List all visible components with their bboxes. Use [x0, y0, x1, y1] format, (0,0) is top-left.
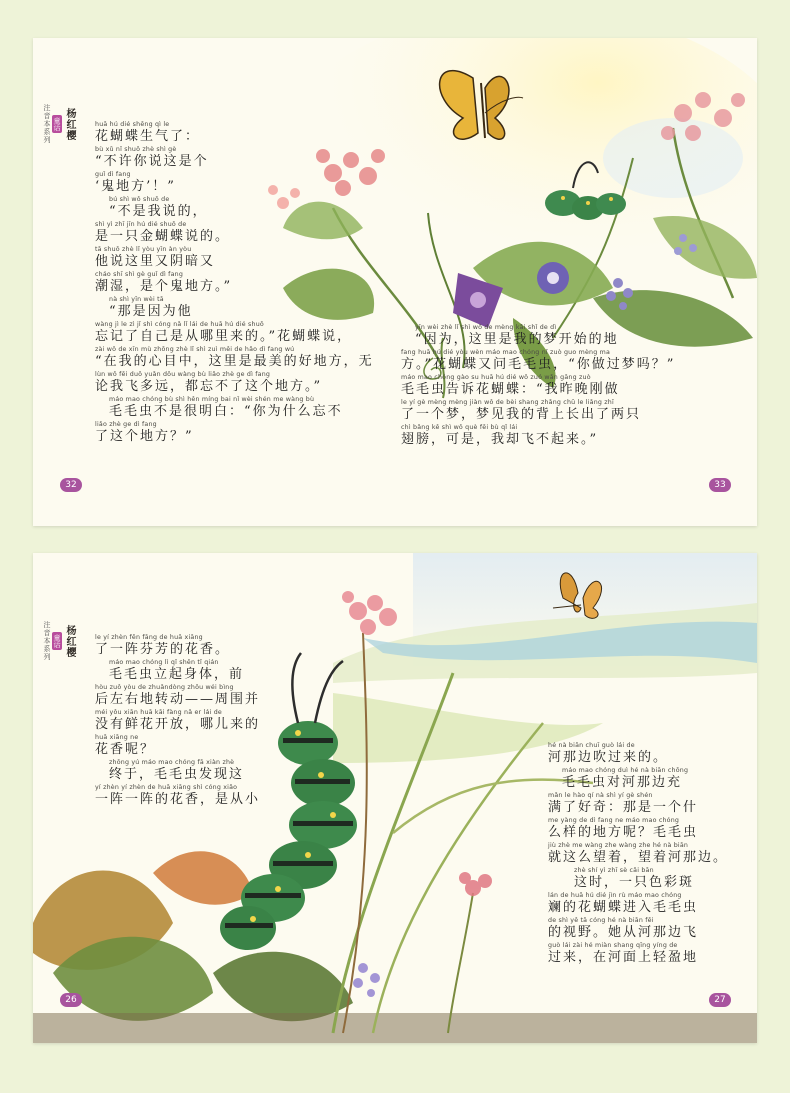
pinyin-line: me yàng de dì fang ne máo mao chóng: [548, 817, 680, 824]
pinyin-line: zhōng yú máo mao chóng fā xiàn zhè: [109, 759, 235, 766]
page-27-text: [548, 741, 728, 966]
hanzi-line: 这时，一只色彩斑: [574, 875, 695, 890]
text-line: [95, 220, 374, 245]
text-line: [548, 866, 728, 891]
hanzi-line: 花香呢？: [95, 742, 156, 757]
pinyin-line: de shì yě tā cóng hé nà biān fēi: [548, 917, 654, 924]
hanzi-line: 就这么望着，望着河那边。: [548, 850, 729, 865]
hanzi-line: 是一只金蝴蝶说的。: [95, 229, 231, 244]
pinyin-line: máo mao chóng bù shì hěn míng bai nǐ wèi shén me wàng bù: [109, 396, 315, 403]
pinyin-line: máo mao chóng duì hé nà biān chōng: [562, 767, 689, 774]
spread-pages-32-33: [33, 38, 757, 526]
hanzi-line: “因为，这里是我的梦开始的地: [415, 332, 619, 347]
spread-pages-26-27: [33, 553, 757, 1043]
text-line: [401, 323, 675, 348]
pinyin-line: fang huā hú dié yòu wèn máo mao chóng nǐ zuò guo mèng ma: [401, 349, 611, 356]
pinyin-line: cháo shī shì gè guǐ dì fang: [95, 271, 184, 278]
pinyin-line: bú shì wǒ shuō de: [109, 196, 170, 203]
page-number-33: 33: [709, 478, 731, 492]
hanzi-line: “那是因为他: [109, 304, 193, 319]
pinyin-line: bù xǔ nǐ shuō zhè shì gè: [95, 146, 177, 153]
page-number-26: 26: [60, 993, 82, 1007]
pinyin-line: nà shì yīn wèi tā: [109, 296, 164, 303]
hanzi-line: ‘鬼地方’！”: [95, 179, 176, 194]
text-line: [95, 195, 374, 220]
text-line: [548, 841, 728, 866]
hanzi-line: 没有鲜花开放，哪儿来的: [95, 717, 261, 732]
text-line: [95, 120, 374, 145]
pinyin-line: lùn wǒ fēi duō yuǎn dōu wàng bù liǎo zhè ge dì fang: [95, 371, 271, 378]
hanzi-line: 翅膀，可是，我却飞不起来。”: [401, 432, 599, 447]
text-line: [548, 916, 728, 941]
pinyin-line: tā shuō zhè lǐ yòu yīn àn yòu: [95, 246, 192, 253]
pinyin-line: huā xiāng ne: [95, 734, 139, 741]
series-author: 杨红樱: [64, 107, 75, 141]
text-line: [95, 170, 374, 195]
pinyin-line: guò lái zài hé miàn shang qīng yíng de: [548, 942, 678, 949]
text-line: [95, 245, 374, 270]
text-line: [95, 633, 260, 658]
pinyin-line: hé nà biān chuī guò lái de: [548, 742, 635, 749]
hanzi-line: 方。”花蝴蝶又问毛毛虫，“你做过梦吗？”: [401, 357, 676, 372]
hanzi-line: 花蝴蝶生气了：: [95, 129, 201, 144]
hanzi-line: 满了好奇：那是一个什: [548, 800, 699, 815]
text-line: [548, 791, 728, 816]
pinyin-line: zài wǒ de xīn mù zhōng zhè lǐ shì zuì měi de hǎo dì fang wú: [95, 346, 295, 353]
text-line: [95, 145, 374, 170]
series-author: 杨红樱: [64, 624, 75, 658]
pinyin-line: liǎo zhè ge dì fang: [95, 421, 157, 428]
hanzi-line: 潮湿，是个鬼地方。”: [95, 279, 233, 294]
pinyin-line: zhè shí yì zhī sè cǎi bān: [574, 867, 654, 874]
text-line: [548, 941, 728, 966]
text-line: [95, 783, 260, 808]
series-badge: 童话: [53, 634, 61, 648]
text-line: [95, 370, 374, 395]
pinyin-line: guǐ dì fang: [95, 171, 131, 178]
hanzi-line: 他说这里又阴暗又: [95, 254, 216, 269]
pinyin-line: yí zhèn yí zhèn de huā xiāng shì cóng xiǎo: [95, 784, 238, 791]
hanzi-line: 么样的地方呢？毛毛虫: [548, 825, 699, 840]
hanzi-line: 了一阵芬芳的花香。: [95, 642, 231, 657]
text-line: [95, 270, 374, 295]
text-line: [548, 766, 728, 791]
hanzi-line: 一阵一阵的花香，是从小: [95, 792, 261, 807]
pinyin-line: jiù zhè me wàng zhe wàng zhe hé nà biān: [548, 842, 689, 849]
text-line: [95, 320, 374, 345]
text-line: [95, 683, 260, 708]
pinyin-line: yīn wèi zhè lǐ shì wǒ de mèng kāi shǐ de dì: [415, 324, 557, 331]
page-number-32: 32: [60, 478, 82, 492]
hanzi-line: 忘记了自己是从哪里来的。”花蝴蝶说，: [95, 329, 353, 344]
pinyin-line: le yí gè mèng mèng jiàn wǒ de bèi shang zhǎng chū le liǎng zhī: [401, 399, 614, 406]
hanzi-line: 后左右地转动——周围并: [95, 692, 261, 707]
pinyin-line: wàng jì le zì jǐ shì cóng nǎ lǐ lái de huā hú dié shuō: [95, 321, 264, 328]
page-33-text: [401, 323, 675, 448]
series-label: [43, 621, 77, 661]
text-line: [95, 395, 374, 420]
page-26-text: [95, 633, 260, 808]
series-badge: 童话: [53, 117, 61, 131]
series-name: 注音本系列: [43, 621, 51, 661]
pinyin-line: huā hú dié shēng qì le: [95, 121, 170, 128]
series-name: 注音本系列: [43, 104, 51, 144]
hanzi-line: 过来，在河面上轻盈地: [548, 950, 699, 965]
pinyin-line: chì bǎng kě shì wǒ què fēi bù qǐ lái: [401, 424, 518, 431]
pinyin-line: le yí zhèn fēn fāng de huā xiāng: [95, 634, 203, 641]
hanzi-line: 了一个梦，梦见我的背上长出了两只: [401, 407, 642, 422]
hanzi-line: “不许你说这是个: [95, 154, 209, 169]
page-32-text: [95, 120, 374, 445]
text-line: [548, 891, 728, 916]
text-line: [95, 420, 374, 445]
pinyin-line: mǎn le hào qí nà shì yí gè shén: [548, 792, 653, 799]
text-line: [401, 423, 675, 448]
pinyin-line: máo mao chóng lì qǐ shēn tǐ qián: [109, 659, 219, 666]
text-line: [95, 658, 260, 683]
hanzi-line: 了这个地方？”: [95, 429, 194, 444]
page-number-27: 27: [709, 993, 731, 1007]
hanzi-line: “不是我说的，: [109, 204, 208, 219]
hanzi-line: 毛毛虫立起身体，前: [109, 667, 245, 682]
pinyin-line: hòu zuǒ yòu de zhuǎndòng zhōu wéi bìng: [95, 684, 234, 691]
hanzi-line: 河那边吹过来的。: [548, 750, 669, 765]
text-line: [95, 708, 260, 733]
hanzi-line: 斓的花蝴蝶进入毛毛虫: [548, 900, 699, 915]
text-line: [401, 398, 675, 423]
hanzi-line: 毛毛虫对河那边充: [562, 775, 683, 790]
hanzi-line: 毛毛虫不是很明白：“你为什么忘不: [109, 404, 343, 419]
hanzi-line: 毛毛虫告诉花蝴蝶：“我昨晚刚做: [401, 382, 620, 397]
series-label: [43, 104, 77, 144]
text-line: [95, 758, 260, 783]
hanzi-line: 论我飞多远，都忘不了这个地方。”: [95, 379, 323, 394]
text-line: [548, 816, 728, 841]
text-line: [548, 741, 728, 766]
pinyin-line: méi yǒu xiān huā kāi fàng nǎ er lái de: [95, 709, 222, 716]
hanzi-line: 的视野。她从河那边飞: [548, 925, 699, 940]
pinyin-line: lán de huā hú dié jìn rù máo mao chóng: [548, 892, 682, 899]
text-line: [401, 348, 675, 373]
hanzi-line: 终于，毛毛虫发现这: [109, 767, 245, 782]
text-line: [401, 373, 675, 398]
text-line: [95, 295, 374, 320]
pinyin-line: shì yì zhī jīn hú dié shuō de: [95, 221, 187, 228]
hanzi-line: “在我的心目中，这里是最美的好地方，无: [95, 354, 374, 369]
pinyin-line: máo mao chóng gào su huā hú dié wǒ zuó wǎn gāng zuò: [401, 374, 591, 381]
text-line: [95, 345, 374, 370]
text-line: [95, 733, 260, 758]
